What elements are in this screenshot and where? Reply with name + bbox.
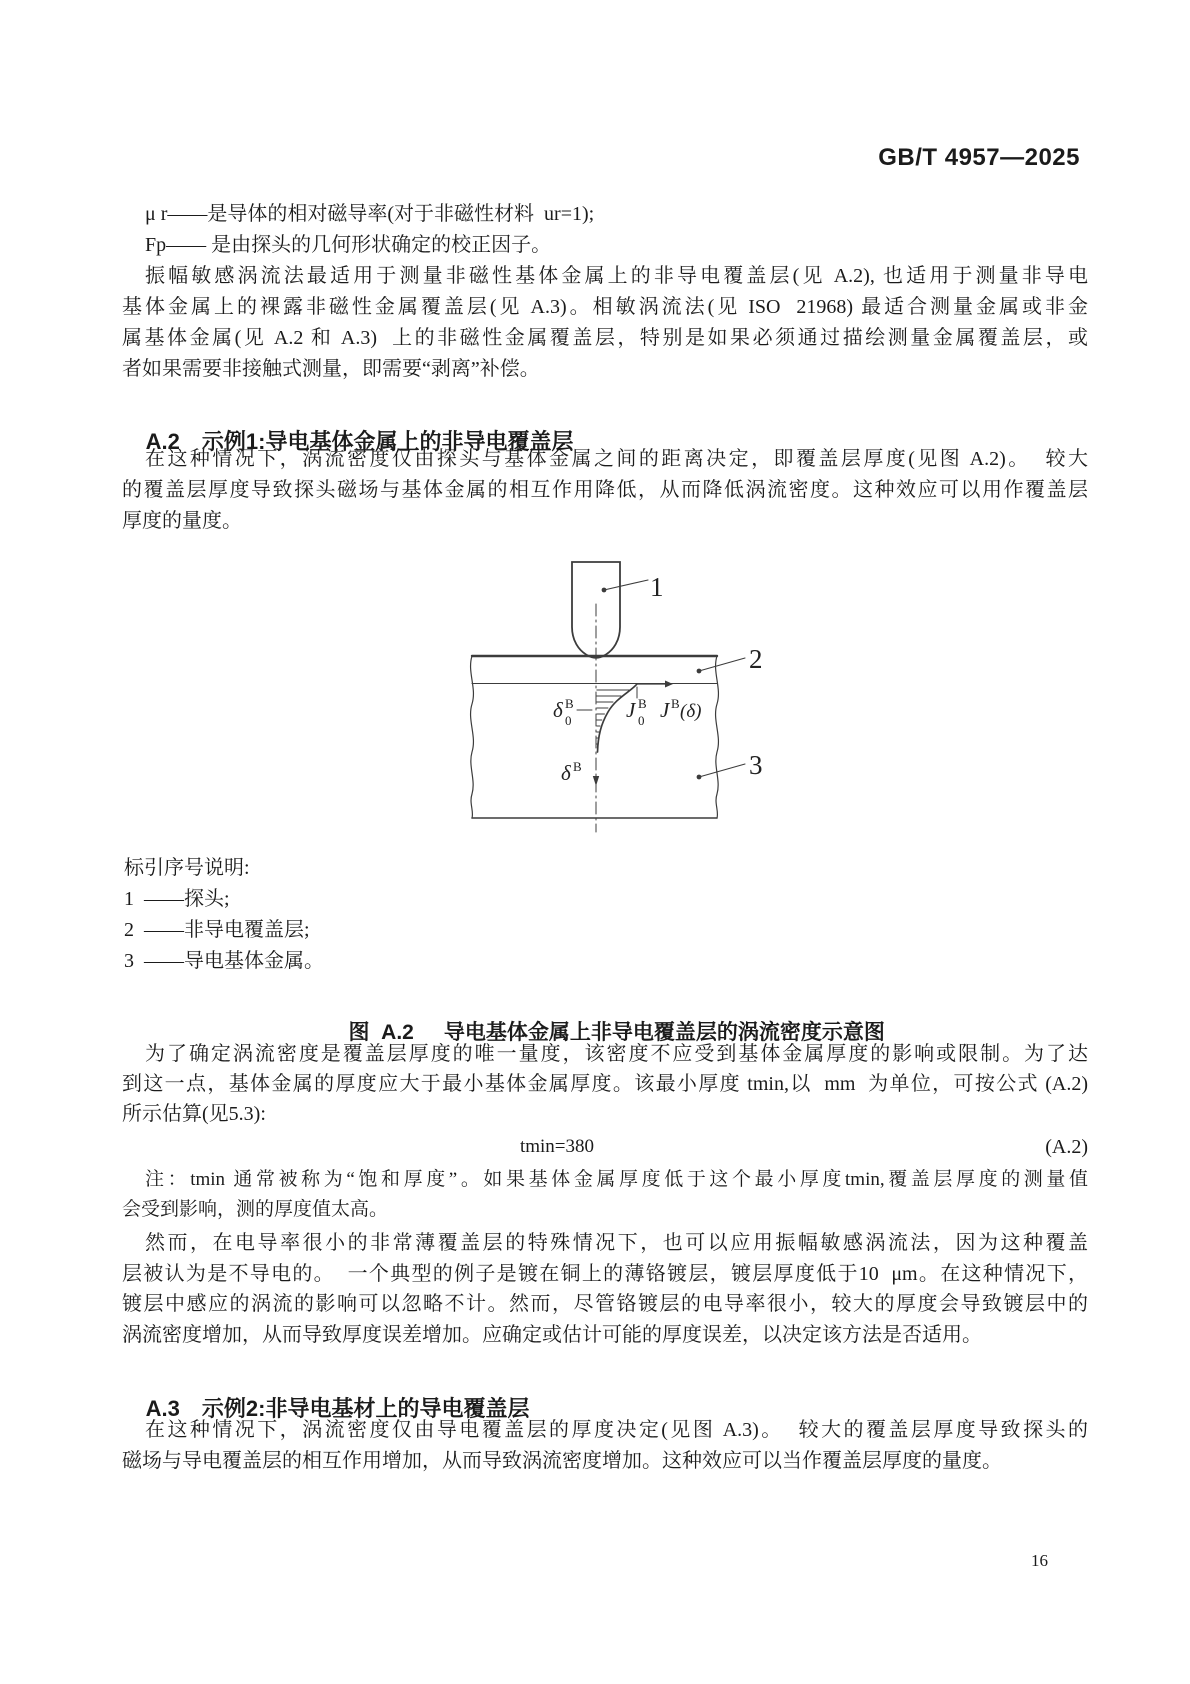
paragraph-a3 bbox=[122, 1415, 1088, 1477]
text-line: 然而，在电导率很小的非常薄覆盖层的特殊情况下，也可以应用振幅敏感涡流法，因为这种覆盖 bbox=[145, 1232, 1088, 1254]
paragraph-tmin bbox=[122, 1039, 1088, 1129]
section-title: 示例1:导电基体金属上的非导电覆盖层 bbox=[201, 429, 574, 454]
interface-arrowhead bbox=[665, 681, 673, 688]
left-break-edge bbox=[471, 656, 474, 818]
symbol-delta0-sub: 0 bbox=[565, 713, 572, 728]
formula-number: (A.2) bbox=[1045, 1136, 1088, 1158]
formula-block bbox=[122, 1132, 1088, 1162]
legend-item: 3 ——导电基体金属。 bbox=[124, 950, 324, 972]
section-number: A.2 bbox=[145, 429, 180, 454]
text-line: 镀层中感应的涡流的影响可以忽略不计。然而，尽管铬镀层的电导率很小，较大的厚度会导致镀层中的 bbox=[122, 1293, 1088, 1315]
figure-caption-number: 图 A.2 bbox=[348, 1021, 414, 1044]
down-arrowhead bbox=[593, 776, 599, 786]
symbol-deltab-sup: B bbox=[573, 759, 582, 774]
symbol-j0-sub: 0 bbox=[638, 713, 645, 728]
text-line: 在这种情况下，涡流密度仅由导电覆盖层的厚度决定(见图 A.3)。 较大的覆盖层厚度导致探头的 bbox=[145, 1419, 1088, 1441]
symbol-delta0-sup: B bbox=[565, 696, 574, 711]
page-number: 16 bbox=[1031, 1551, 1048, 1570]
text-line: 属基体金属(见 A.2 和 A.3) 上的非磁性金属覆盖层，特别是如果必须通过描绘测量金属覆盖层，或 bbox=[122, 327, 1088, 349]
text-line: 所示估算(见5.3): bbox=[122, 1103, 266, 1125]
symbol-jdelta-arg: (δ) bbox=[680, 701, 702, 722]
leader-line-coating bbox=[699, 658, 745, 671]
figure-caption-text: 导电基体金属上非导电覆盖层的涡流密度示意图 bbox=[443, 1021, 885, 1044]
text-line: 的覆盖层厚度导致探头磁场与基体金属的相互作用降低，从而降低涡流密度。这种效应可以用作覆盖层 bbox=[122, 479, 1088, 501]
symbol-jdelta-sup: B bbox=[671, 696, 680, 711]
text-line: 振幅敏感涡流法最适用于测量非磁性基体金属上的非导电覆盖层(见 A.2), 也适用于测量非导电 bbox=[145, 265, 1088, 287]
callout-3: 3 bbox=[749, 750, 763, 780]
text-line: 涡流密度增加，从而导致厚度误差增加。应确定或估计可能的厚度误差，以决定该方法是否适用。 bbox=[122, 1323, 982, 1346]
text-line: 层被认为是不导电的。 一个典型的例子是镀在铜上的薄铬镀层，镀层厚度低于10 μm。在这种情况下， bbox=[122, 1262, 1088, 1285]
paragraph-intro bbox=[122, 261, 1088, 385]
legend-item: 2 ——非导电覆盖层; bbox=[124, 919, 310, 941]
text-line: 基体金属上的裸露非磁性金属覆盖层(见 A.3)。相敏涡流法(见 ISO 21968) 最适合测量金属或非金 bbox=[122, 296, 1088, 318]
text-line: 在这种情况下，涡流密度仅由探头与基体金属之间的距离决定，即覆盖层厚度(见图 A.2)。 较大 bbox=[145, 448, 1088, 470]
paragraph-however bbox=[122, 1228, 1088, 1350]
paragraph-a2 bbox=[122, 444, 1088, 537]
text-line: 到这一点，基体金属的厚度应大于最小基体金属厚度。该最小厚度 tmin,以 mm 为单位，可按公式 (A.2) bbox=[122, 1073, 1088, 1095]
leader-line-probe bbox=[604, 580, 648, 590]
leader-dot-coating bbox=[697, 669, 702, 674]
callout-2: 2 bbox=[749, 644, 763, 674]
section-title: 示例2:非导电基材上的导电覆盖层 bbox=[201, 1396, 530, 1421]
text-line: Fp—— 是由探头的几何形状确定的校正因子。 bbox=[145, 234, 552, 256]
text-line: 者如果需要非接触式测量，即需要“剥离”补偿。 bbox=[122, 358, 540, 380]
symbol-j0-base: J bbox=[626, 698, 636, 722]
standard-number-header: GB/T 4957—2025 bbox=[878, 144, 1080, 171]
paragraph-note bbox=[122, 1165, 1088, 1225]
figure-a2-diagram bbox=[420, 540, 820, 850]
leader-dot-probe bbox=[602, 588, 607, 593]
text-line: 磁场与导电覆盖层的相互作用增加，从而导致涡流密度增加。这种效应可以当作覆盖层厚度的量度。 bbox=[122, 1450, 1002, 1472]
symbol-delta0-base: δ bbox=[553, 698, 563, 722]
callout-1: 1 bbox=[650, 572, 664, 602]
formula-expression: tmin=380 bbox=[519, 1136, 595, 1157]
leader-line-substrate bbox=[699, 764, 745, 777]
symbol-deltab-base: δ bbox=[561, 761, 571, 785]
paragraph-symbol-definitions bbox=[122, 199, 1088, 261]
text-line: 会受到影响，测的厚度值太高。 bbox=[122, 1199, 389, 1220]
text-line: 注：tmin 通常被称为“饱和厚度”。如果基体金属厚度低于这个最小厚度tmin,覆盖层厚度的测量值 bbox=[145, 1169, 1088, 1190]
right-break-edge bbox=[716, 656, 719, 818]
legend-item: 1 ——探头; bbox=[124, 888, 230, 910]
legend-title: 标引序号说明: bbox=[124, 857, 250, 879]
text-line: 为了确定涡流密度是覆盖层厚度的唯一量度，该密度不应受到基体金属厚度的影响或限制。为了达 bbox=[145, 1043, 1088, 1065]
symbol-jdelta-base: J bbox=[660, 698, 670, 722]
symbol-j0-sup: B bbox=[638, 696, 647, 711]
section-number: A.3 bbox=[145, 1396, 180, 1421]
text-line: μ r——是导体的相对磁导率(对于非磁性材料 ur=1); bbox=[145, 203, 595, 225]
text-line: 厚度的量度。 bbox=[122, 510, 242, 532]
leader-dot-substrate bbox=[697, 775, 702, 780]
figure-legend bbox=[124, 853, 1090, 977]
